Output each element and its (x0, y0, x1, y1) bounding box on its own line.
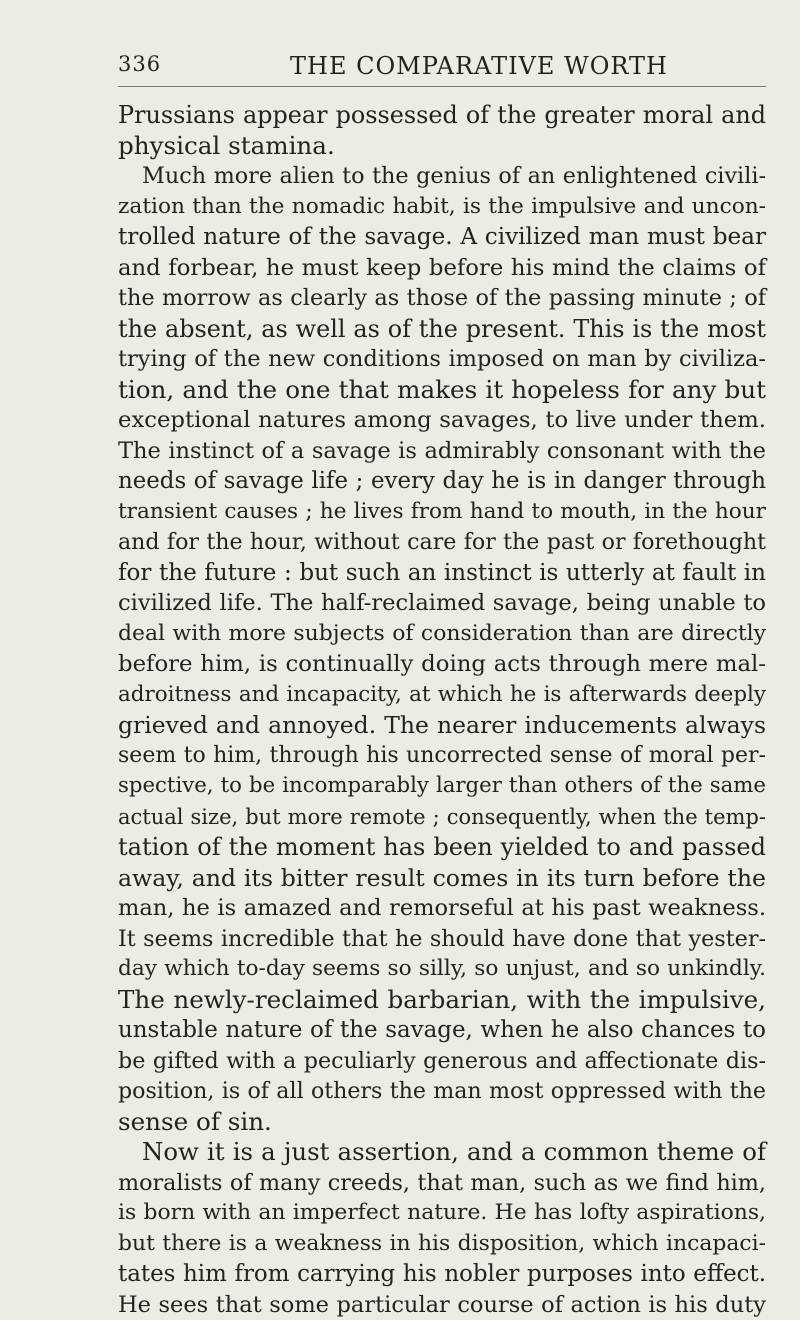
text-line: is born with an imperfect nature. He has lofty aspirations, (118, 1198, 766, 1229)
text-line: moralists of many creeds, that man, such as we find him, (118, 1168, 766, 1199)
text-line: the absent, as well as of the present. This is the most (118, 314, 766, 345)
text-line: trolled nature of the savage. A civilized man must bear (118, 222, 766, 253)
body-text (118, 100, 766, 1320)
text-line: adroitness and incapacity, at which he is afterwards deeply (118, 680, 766, 711)
text-line: exceptional natures among savages, to live under them. (118, 405, 766, 436)
text-line: deal with more subjects of consideration than are directly (118, 619, 766, 650)
text-line: trying of the new conditions imposed on man by civiliza- (118, 344, 766, 375)
text-line: be gifted with a peculiarly generous and affectionate dis- (118, 1046, 766, 1077)
text-line: for the future : but such an instinct is utterly at fault in (118, 558, 766, 589)
text-line: seem to him, through his uncorrected sense of moral per- (118, 741, 766, 772)
text-line: Much more alien to the genius of an enlightened civili- (118, 161, 766, 192)
text-line: man, he is amazed and remorseful at his past weakness. (118, 893, 766, 924)
text-line: but there is a weakness in his disposition, which incapaci- (118, 1229, 766, 1260)
text-line: position, is of all others the man most oppressed with the (118, 1076, 766, 1107)
text-line: tation of the moment has been yielded to and passed (118, 832, 766, 863)
text-line: unstable nature of the savage, when he also chances to (118, 1015, 766, 1046)
text-line: The newly-reclaimed barbarian, with the impulsive, (118, 985, 766, 1016)
text-line: away, and its bitter result comes in its turn before the (118, 863, 766, 894)
text-line: Now it is a just assertion, and a common theme of (118, 1137, 766, 1168)
text-line: He sees that some particular course of action is his duty (118, 1290, 766, 1320)
header-rule (118, 86, 766, 87)
text-line: needs of savage life ; every day he is in danger through (118, 466, 766, 497)
text-line: tion, and the one that makes it hopeless for any but (118, 375, 766, 406)
text-line: spective, to be incomparably larger than others of the same (118, 771, 766, 802)
text-line: tates him from carrying his nobler purposes into effect. (118, 1259, 766, 1290)
text-line: and forbear, he must keep before his mind the claims of (118, 253, 766, 284)
text-line: before him, is continually doing acts through mere mal- (118, 649, 766, 680)
text-line: physical stamina. (118, 131, 766, 162)
text-line: The instinct of a savage is admirably consonant with the (118, 436, 766, 467)
text-line: Prussians appear possessed of the greater moral and (118, 100, 766, 131)
text-line: the morrow as clearly as those of the passing minute ; of (118, 283, 766, 314)
text-line: civilized life. The half-reclaimed savage, being unable to (118, 588, 766, 619)
text-line: zation than the nomadic habit, is the impulsive and uncon- (118, 192, 766, 223)
text-line: actual size, but more remote ; consequently, when the temp- (118, 802, 766, 833)
running-title: THE COMPARATIVE WORTH (290, 52, 668, 80)
text-line: sense of sin. (118, 1107, 766, 1138)
text-line: It seems incredible that he should have done that yester- (118, 924, 766, 955)
page-number: 336 (118, 52, 161, 76)
running-head (118, 52, 764, 84)
text-line: and for the hour, without care for the past or forethought (118, 527, 766, 558)
text-line: day which to-day seems so silly, so unjust, and so unkindly. (118, 954, 766, 985)
text-line: transient causes ; he lives from hand to mouth, in the hour (118, 497, 766, 528)
text-line: grieved and annoyed. The nearer inducements always (118, 710, 766, 741)
